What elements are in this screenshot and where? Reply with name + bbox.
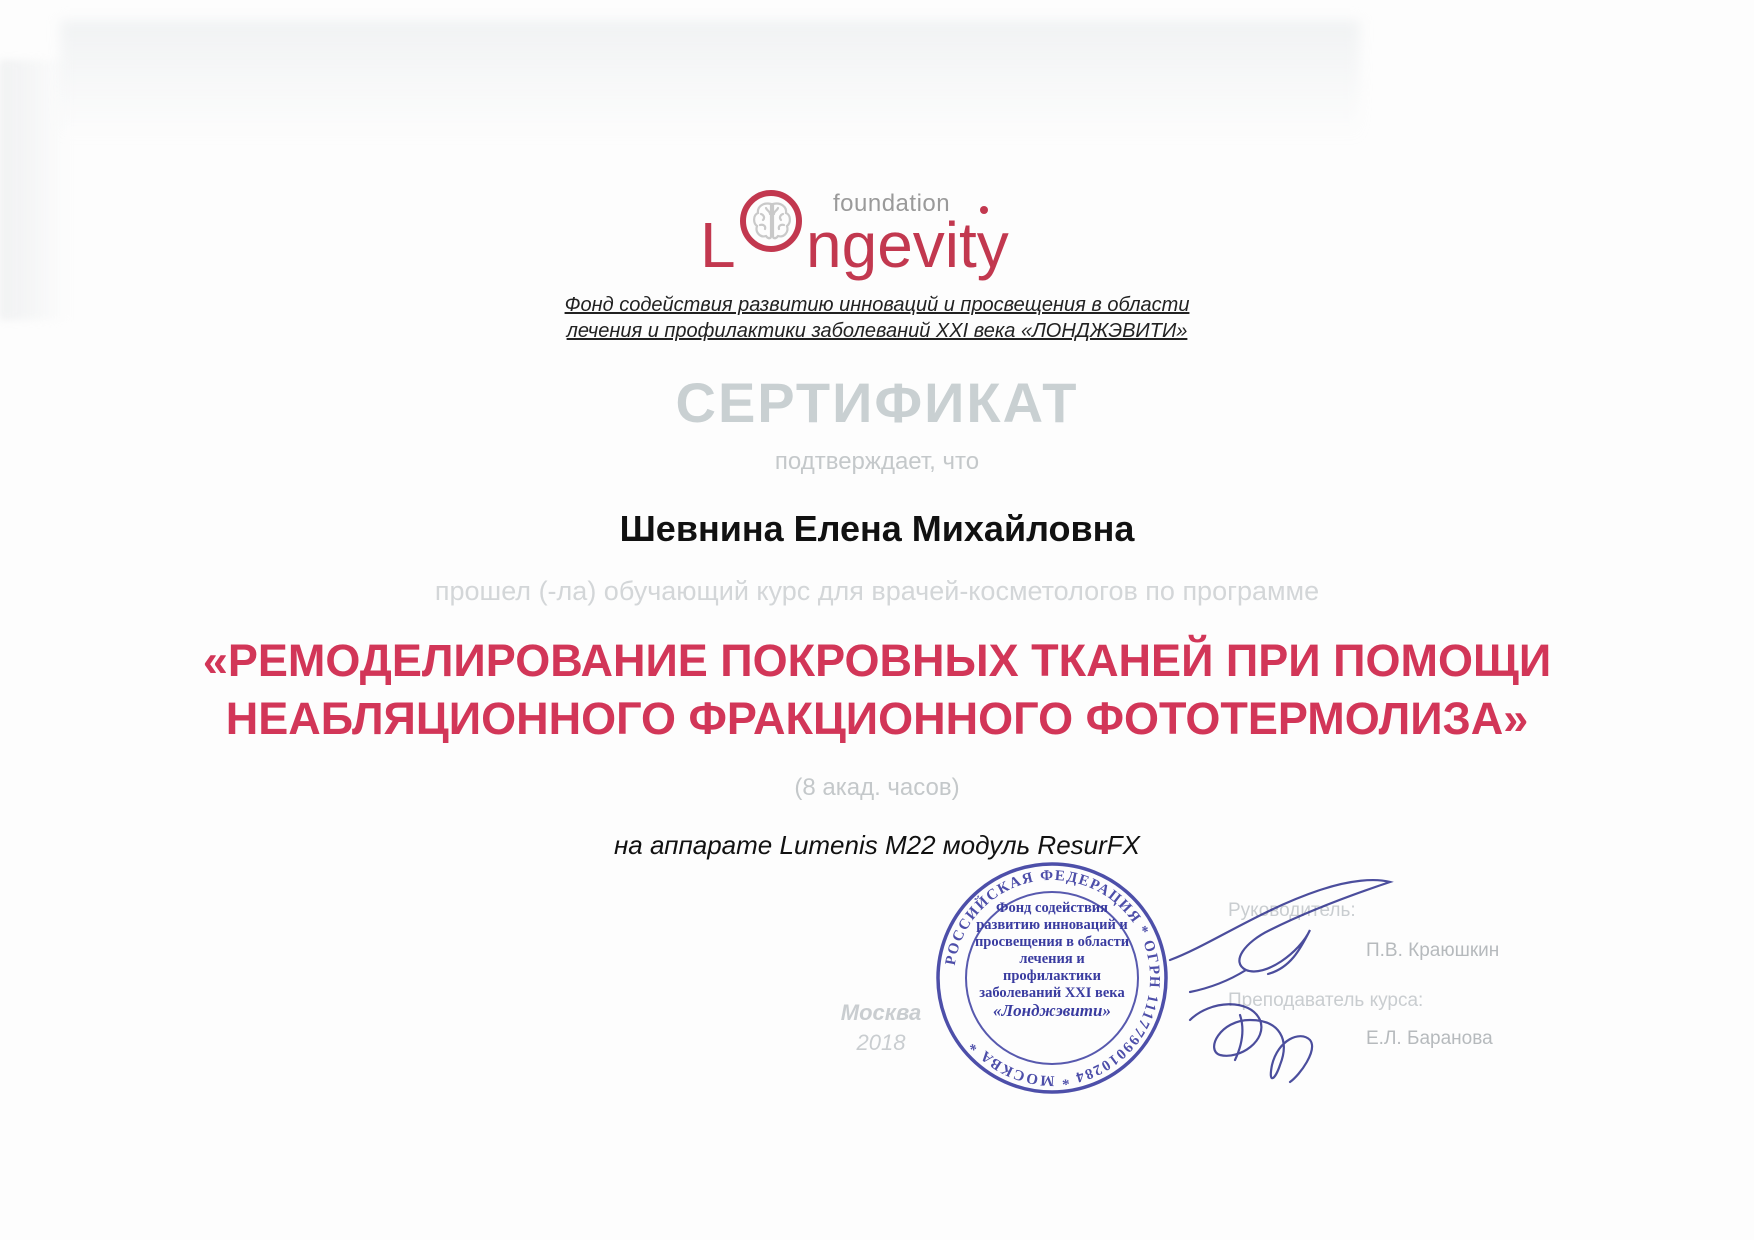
program-title-line-2: НЕАБЛЯЦИОННОГО ФРАКЦИОННОГО ФОТОТЕРМОЛИЗА» xyxy=(225,693,1529,744)
course-hours: (8 акад. часов) xyxy=(794,774,960,801)
stamp-line: развитию инноваций и xyxy=(976,917,1128,933)
longevity-logo xyxy=(700,180,1060,290)
head-name: П.В. Краюшкин xyxy=(1366,940,1500,961)
fund-name-line-1: Фонд содействия развитию инноваций и просвещения в области xyxy=(564,294,1190,316)
signature-head-tail xyxy=(1190,970,1246,992)
brain-icon xyxy=(749,198,795,244)
stamp-line: заболеваний XXI века xyxy=(979,985,1125,1001)
signature-head xyxy=(1170,880,1390,974)
teacher-name: Е.Л. Баранова xyxy=(1366,1028,1493,1049)
program-title xyxy=(0,632,1754,748)
logo-letters-rest: ngevity xyxy=(806,209,1009,281)
course-intro-text: прошел (-ла) обучающий курс для врачей-косметологов по программе xyxy=(434,576,1320,606)
teacher-label: Преподаватель курса: xyxy=(1228,990,1424,1011)
stamp-line: просвещения в области xyxy=(974,934,1130,950)
stamp-ring-text: РОССИЙСКАЯ ФЕДЕРАЦИЯ * ОГРН 1117799010284 * МОСКВА * xyxy=(942,867,1163,1089)
fund-name xyxy=(0,292,1754,344)
fund-name-line-2: лечения и профилактики заболеваний XXI века «ЛОНДЖЭВИТИ» xyxy=(566,320,1188,342)
signature-teacher xyxy=(1190,1004,1312,1082)
stamp-center-text xyxy=(972,900,1132,1019)
logo-foundation-text: foundation xyxy=(833,190,951,217)
certificate-title: СЕРТИФИКАТ xyxy=(675,371,1079,434)
head-label: Руководитель: xyxy=(1228,900,1356,921)
city: Москва xyxy=(840,1000,922,1025)
scan-artifact-left xyxy=(0,60,70,320)
stamp-line: лечения и профилактики xyxy=(1003,951,1101,984)
recipient-name: Шевнина Елена Михайловна xyxy=(619,508,1135,549)
year: 2018 xyxy=(856,1030,906,1055)
logo-letter-l: L xyxy=(700,209,736,281)
program-title-line-1: «РЕМОДЕЛИРОВАНИЕ ПОКРОВНЫХ ТКАНЕЙ ПРИ ПОМОЩИ xyxy=(202,635,1552,686)
device-text: на аппарате Lumenis M22 модуль ResurFX xyxy=(613,830,1140,860)
stamp-line: «Лонджэвити» xyxy=(992,1001,1111,1020)
confirms-text: подтверждает, что xyxy=(774,448,980,475)
scan-artifact-top xyxy=(60,20,1360,140)
stamp-line: Фонд содействия xyxy=(996,900,1108,916)
handwritten-signatures xyxy=(1150,870,1410,1100)
